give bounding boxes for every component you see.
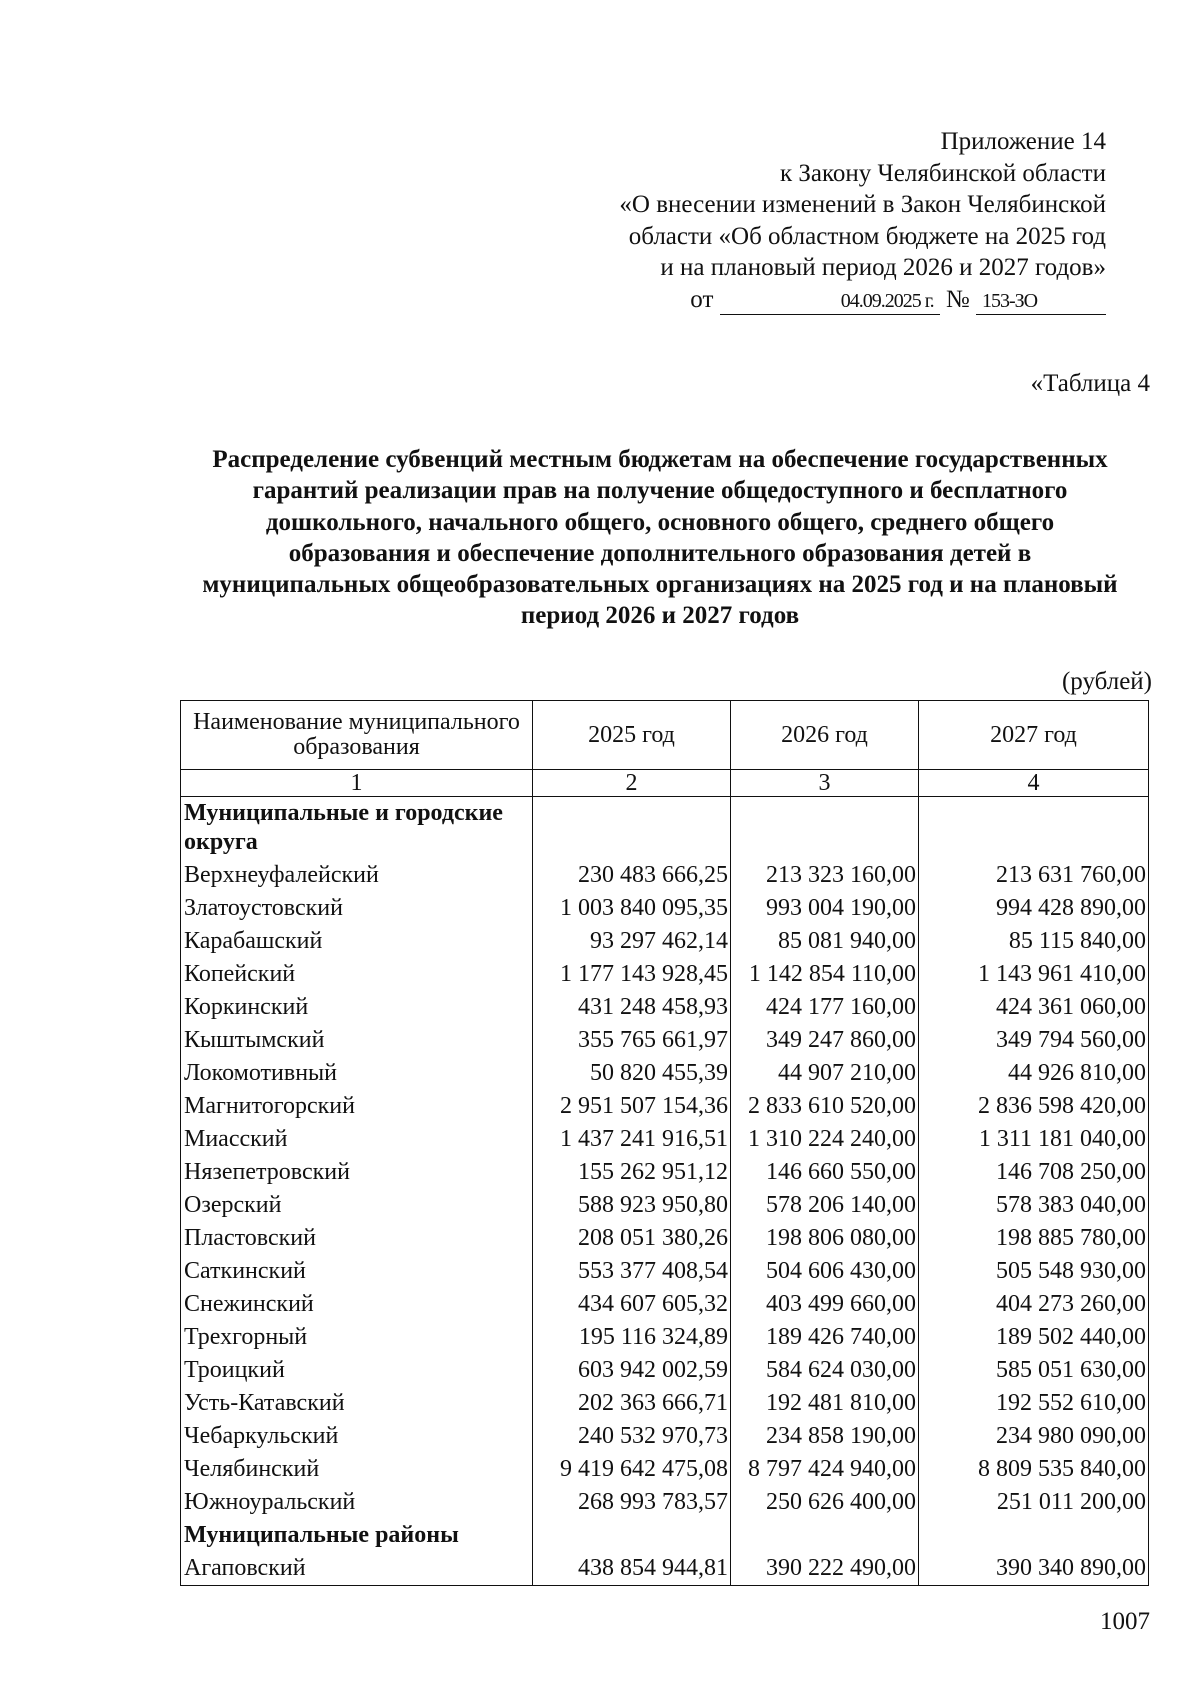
appendix-line: области «Об областном бюджете на 2025 год [628,222,1106,250]
units-label: (рублей) [1061,668,1152,695]
table-row: Миасский 1 437 241 916,51 1 310 224 240,00 1 311 181 040,00 [181,1123,1149,1156]
table-row: Агаповский 438 854 944,81 390 222 490,00 390 340 890,00 [181,1552,1149,1586]
column-number-row [181,770,1149,797]
title-line: муниципальных общеобразовательных организациях на 2025 год и на плановый [202,571,1118,599]
table-row: Локомотивный 50 820 455,39 44 907 210,00 44 926 810,00 [181,1057,1149,1090]
column-number: 4 [919,770,1149,797]
table-row: Озерский 588 923 950,80 578 206 140,00 578 383 040,00 [181,1189,1149,1222]
title-line: образования и обеспечение дополнительного образования детей в [288,539,1032,567]
table-row: Кыштымский 355 765 661,97 349 247 860,00 349 794 560,00 [181,1024,1149,1057]
appendix-line: к Закону Челябинской области [780,159,1106,187]
header-2026: 2026 год [731,701,919,770]
subvention-table [180,700,1149,1586]
appendix-line: «О внесении изменений в Закон Челябинской [619,191,1106,218]
appendix-line: и на плановый период 2026 и 2027 годов» [660,254,1106,281]
table-row: Златоустовский 1 003 840 095,35 993 004 190,00 994 428 890,00 [181,892,1149,925]
table-row: Пластовский 208 051 380,26 198 806 080,00 198 885 780,00 [181,1222,1149,1255]
table-row: Нязепетровский 155 262 951,12 146 660 550,00 146 708 250,00 [181,1156,1149,1189]
table-label: «Таблица 4 [1030,370,1150,397]
table-row: Снежинский 434 607 605,32 403 499 660,00 404 273 260,00 [181,1288,1149,1321]
column-number: 3 [731,770,919,797]
number-label: № [945,285,970,313]
table-row: Трехгорный 195 116 324,89 189 426 740,00 189 502 440,00 [181,1321,1149,1354]
table-row: Южноуральский 268 993 783,57 250 626 400,00 251 011 200,00 [181,1486,1149,1519]
column-number: 1 [181,770,533,797]
title-line: период 2026 и 2027 годов [520,602,800,630]
law-date: 04.09.2025 г. [720,288,940,315]
table-row: Чебаркульский 240 532 970,73 234 858 190,00 234 980 090,00 [181,1420,1149,1453]
table-row: Троицкий 603 942 002,59 584 624 030,00 585 051 630,00 [181,1354,1149,1387]
section-title: Муниципальные и городские округа [181,797,533,860]
header-2027: 2027 год [919,701,1149,770]
header-2025: 2025 год [533,701,731,770]
section-row [181,797,1149,860]
section-title: Муниципальные районы [181,1519,533,1552]
table-row: Верхнеуфалейский 230 483 666,25 213 323 160,00 213 631 760,00 [181,859,1149,892]
table-row: Саткинский 553 377 408,54 504 606 430,00 505 548 930,00 [181,1255,1149,1288]
header-municipality: Наименование муниципального образования [181,701,533,770]
table-row: Челябинский 9 419 642 475,08 8 797 424 940,00 8 809 535 840,00 [181,1453,1149,1486]
document-title [160,444,1160,632]
table-row: Усть-Катавский 202 363 666,71 192 481 810,00 192 552 610,00 [181,1387,1149,1420]
table-row: Коркинский 431 248 458,93 424 177 160,00 424 361 060,00 [181,991,1149,1024]
title-line: Распределение субвенций местным бюджетам на обеспечение государственных [212,446,1108,473]
section-row [181,1519,1149,1552]
table-row: Копейский 1 177 143 928,45 1 142 854 110,00 1 143 961 410,00 [181,958,1149,991]
table-body [181,797,1149,1586]
appendix-header [619,126,1106,315]
table-row: Магнитогорский 2 951 507 154,36 2 833 610 520,00 2 836 598 420,00 [181,1090,1149,1123]
title-line: гарантий реализации прав на получение общедоступного и бесплатного [252,477,1068,505]
law-date-row [619,284,1106,316]
appendix-line: Приложение 14 [940,128,1106,155]
table-header-row [181,701,1149,770]
table-row: Карабашский 93 297 462,14 85 081 940,00 85 115 840,00 [181,925,1149,958]
title-line: дошкольного, начального общего, основного общего, среднего общего [265,508,1055,536]
column-number: 2 [533,770,731,797]
from-label: от [690,285,714,313]
page-number: 1007 [1100,1608,1150,1635]
law-number: 153-ЗО [976,288,1106,315]
